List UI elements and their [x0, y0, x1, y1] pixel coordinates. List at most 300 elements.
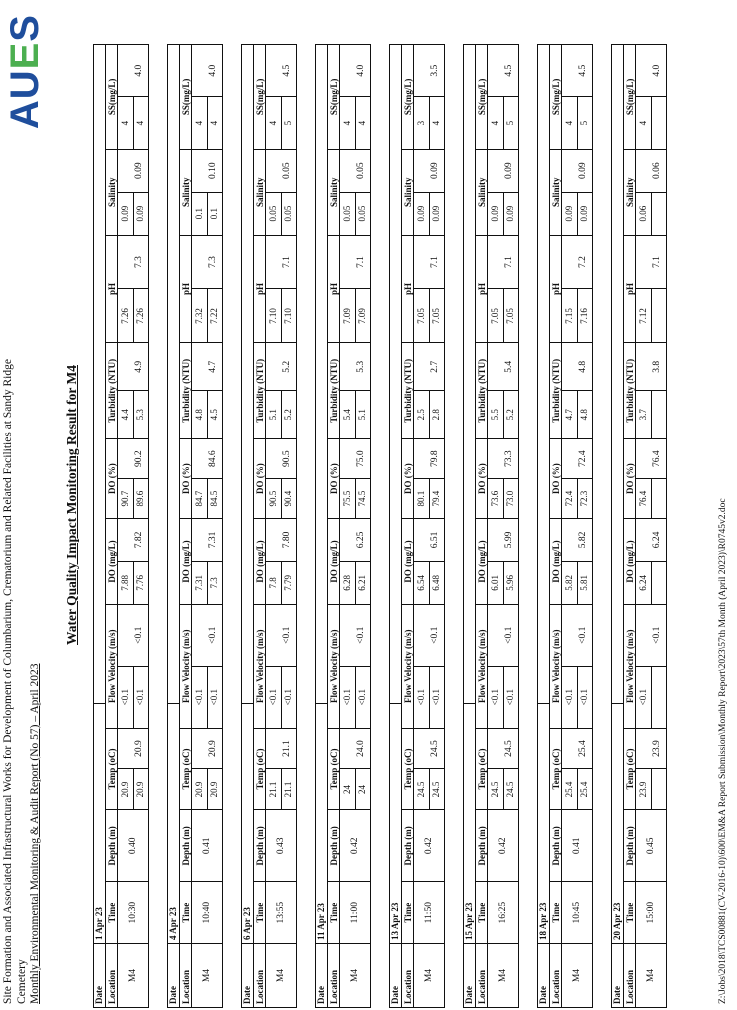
- sal-column: [624, 149, 666, 235]
- do_mg-average: 6.25: [356, 531, 366, 549]
- ss-average: 4.5: [282, 64, 292, 77]
- ss-average: 4.0: [208, 64, 218, 77]
- sal-reading-2: [651, 193, 666, 235]
- temp-reading-1: 21.1: [266, 769, 282, 809]
- ph-header: pH: [402, 236, 414, 343]
- flow-column: [106, 604, 148, 728]
- turb-reading-2: 5.2: [505, 409, 515, 421]
- time-value: 10:40: [202, 901, 212, 924]
- do_pct-reading-1: 72.4: [562, 479, 578, 518]
- do_pct-header: DO (%): [106, 439, 118, 518]
- location-column: [106, 943, 148, 1007]
- date-label: Date: [538, 943, 550, 1007]
- sal-header: Salinity: [476, 150, 488, 235]
- time-value: 11:50: [424, 902, 434, 924]
- flow-header: Flow Velocity (m/s): [328, 605, 340, 728]
- depth-value: 0.41: [202, 837, 212, 855]
- location-header: Location: [328, 944, 340, 1007]
- ph-average: 7.2: [578, 256, 588, 268]
- time-header: Time: [476, 882, 488, 943]
- temp-header: Temp (oC): [254, 729, 266, 810]
- do_pct-column: [402, 438, 444, 518]
- depth-value: 0.42: [350, 837, 360, 855]
- depth-header: Depth (m): [180, 810, 192, 881]
- ss-reading-2: 5: [283, 120, 293, 126]
- temp-column: [624, 728, 666, 810]
- sal-reading-2: 0.05: [357, 205, 367, 222]
- monitoring-table: [389, 44, 445, 1008]
- do_pct-reading-2: 79.4: [431, 490, 441, 507]
- temp-header: Temp (oC): [106, 729, 118, 810]
- date-value: 18 Apr 23: [538, 703, 550, 943]
- ph-reading-1: 7.05: [488, 290, 504, 343]
- turb-reading-2: [651, 391, 666, 438]
- turb-column: [106, 342, 148, 438]
- turb-header: Turbidity (NTU): [550, 343, 562, 438]
- sal-reading-2: 0.09: [135, 205, 145, 222]
- flow-column: [550, 604, 592, 728]
- time-value: 10:30: [128, 901, 138, 924]
- time-header: Time: [180, 882, 192, 943]
- date-value: 15 Apr 23: [464, 703, 476, 943]
- ss-reading-2: 5: [505, 120, 515, 126]
- depth-value: 0.40: [128, 837, 138, 855]
- sal-column: [550, 149, 592, 235]
- depth-column: [180, 809, 222, 881]
- temp-column: [328, 728, 370, 810]
- sal-header: Salinity: [402, 150, 414, 235]
- time-column: [402, 881, 444, 943]
- turb-header: Turbidity (NTU): [106, 343, 118, 438]
- sal-column: [106, 149, 148, 235]
- do_pct-reading-1: 80.1: [414, 479, 430, 518]
- sal-reading-1: 0.1: [192, 193, 208, 235]
- flow-header: Flow Velocity (m/s): [254, 605, 266, 728]
- ss-reading-1: 4: [192, 97, 208, 148]
- sal-reading-2: 0.05: [283, 205, 293, 222]
- turb-reading-1: 5.1: [266, 391, 282, 438]
- time-value: 16:25: [498, 901, 508, 924]
- temp-average: 20.9: [134, 740, 144, 757]
- do_pct-reading-1: 90.5: [266, 479, 282, 518]
- temp-header: Temp (oC): [624, 729, 636, 810]
- ss-reading-1: 4: [118, 97, 134, 148]
- turb-reading-1: 4.7: [562, 391, 578, 438]
- temp-reading-1: 23.9: [636, 769, 652, 809]
- do_mg-average: 5.99: [504, 531, 514, 549]
- time-header: Time: [254, 882, 266, 943]
- date-label: Date: [612, 943, 624, 1007]
- do_pct-average: 75.0: [356, 450, 366, 467]
- turb-column: [180, 342, 222, 438]
- sal-reading-1: 0.06: [636, 193, 652, 235]
- do_mg-reading-2: 6.48: [431, 575, 441, 591]
- ph-average: 7.1: [430, 256, 440, 268]
- ph-reading-1: 7.10: [266, 290, 282, 343]
- depth-column: [254, 809, 296, 881]
- do_mg-reading-2: 7.76: [135, 575, 145, 591]
- sal-column: [476, 149, 518, 235]
- flow-reading-2: <0.1: [283, 688, 293, 706]
- turb-average: 5.2: [282, 360, 292, 373]
- time-header: Time: [624, 882, 636, 943]
- time-value: 11:00: [350, 902, 360, 924]
- depth-header: Depth (m): [402, 810, 414, 881]
- flow-column: [402, 604, 444, 728]
- do_mg-average: 5.82: [578, 531, 588, 549]
- ss-reading-1: 4: [488, 97, 504, 148]
- ss-reading-2: 4: [431, 120, 441, 126]
- flow-reading-1: <0.1: [488, 667, 504, 728]
- sal-column: [254, 149, 296, 235]
- flow-reading-2: [651, 667, 666, 728]
- depth-header: Depth (m): [106, 810, 118, 881]
- do_mg-header: DO (mg/L): [328, 519, 340, 604]
- time-column: [624, 881, 666, 943]
- flow-reading-2: <0.1: [357, 688, 367, 706]
- do_pct-reading-2: 74.5: [357, 490, 367, 507]
- ph-header: pH: [180, 236, 192, 343]
- ss-reading-1: 4: [562, 97, 578, 148]
- ph-reading-2: 7.10: [283, 308, 293, 324]
- do_pct-column: [624, 438, 666, 518]
- turb-reading-1: 4.4: [118, 391, 134, 438]
- depth-header: Depth (m): [476, 810, 488, 881]
- date-label: Date: [94, 943, 106, 1007]
- turb-reading-1: 3.7: [636, 391, 652, 438]
- depth-value: 0.42: [424, 837, 434, 855]
- depth-column: [550, 809, 592, 881]
- sal-average: 0.06: [652, 162, 662, 180]
- do_mg-reading-1: 6.54: [414, 562, 430, 604]
- temp-column: [180, 728, 222, 810]
- time-column: [328, 881, 370, 943]
- temp-reading-2: 20.9: [135, 781, 145, 798]
- do_mg-header: DO (mg/L): [106, 519, 118, 604]
- ph-header: pH: [476, 236, 488, 343]
- ph-reading-2: 7.05: [505, 308, 515, 324]
- sal-header: Salinity: [106, 150, 118, 235]
- time-column: [476, 881, 518, 943]
- temp-reading-1: 24.5: [414, 769, 430, 809]
- temp-reading-2: 20.9: [209, 781, 219, 798]
- do_pct-average: 76.4: [652, 450, 662, 467]
- do_mg-reading-2: 7.3: [209, 577, 219, 589]
- turb-header: Turbidity (NTU): [624, 343, 636, 438]
- turb-header: Turbidity (NTU): [254, 343, 266, 438]
- turb-average: 2.7: [430, 360, 440, 373]
- do_mg-average: 6.24: [652, 531, 662, 549]
- ss-average: 4.5: [504, 64, 514, 77]
- depth-header: Depth (m): [254, 810, 266, 881]
- turb-header: Turbidity (NTU): [476, 343, 488, 438]
- sal-reading-2: 0.09: [579, 205, 589, 222]
- ph-average: 7.1: [652, 256, 662, 268]
- monitoring-table: [315, 44, 371, 1008]
- ph-reading-2: 7.09: [357, 308, 367, 324]
- flow-average: <0.1: [282, 626, 292, 644]
- flow-reading-2: <0.1: [579, 688, 589, 706]
- time-column: [254, 881, 296, 943]
- do_mg-reading-1: 7.31: [192, 562, 208, 604]
- sal-header: Salinity: [624, 150, 636, 235]
- location-column: [624, 943, 666, 1007]
- do_pct-reading-1: 90.7: [118, 479, 134, 518]
- sal-reading-1: 0.09: [562, 193, 578, 235]
- do_mg-column: [328, 518, 370, 604]
- turb-average: 3.8: [652, 360, 662, 373]
- location-header: Location: [476, 944, 488, 1007]
- temp-average: 23.9: [652, 740, 662, 757]
- header-line-3: Monthly Environmental Monitoring & Audit Report (No 57) – April 2023: [29, 663, 41, 1004]
- depth-value: 0.41: [572, 837, 582, 855]
- temp-reading-2: 24.5: [431, 781, 441, 798]
- header-line-1: Site Formation and Associated Infrastructural Works for Development of Columbarium, Crematorium and Related Facilities at Sandy Ridge: [2, 359, 14, 1004]
- do_mg-average: 7.31: [208, 531, 218, 549]
- ss-average: 3.5: [430, 64, 440, 77]
- sal-header: Salinity: [550, 150, 562, 235]
- do_pct-header: DO (%): [254, 439, 266, 518]
- date-label: Date: [316, 943, 328, 1007]
- do_mg-header: DO (mg/L): [624, 519, 636, 604]
- ph-reading-2: 7.16: [579, 308, 589, 324]
- do_mg-column: [624, 518, 666, 604]
- temp-reading-2: [651, 769, 666, 809]
- do_mg-reading-2: 6.21: [357, 575, 367, 591]
- do_pct-column: [328, 438, 370, 518]
- temp-column: [550, 728, 592, 810]
- do_pct-column: [476, 438, 518, 518]
- temp-header: Temp (oC): [402, 729, 414, 810]
- do_pct-reading-2: 73.0: [505, 490, 515, 507]
- ss-reading-2: 4: [135, 120, 145, 126]
- do_mg-reading-2: [651, 562, 666, 604]
- ss-header: SS(mg/L): [180, 45, 192, 149]
- ph-header: pH: [624, 236, 636, 343]
- temp-reading-1: 20.9: [118, 769, 134, 809]
- depth-header: Depth (m): [550, 810, 562, 881]
- location-value: M4: [202, 968, 212, 983]
- turb-average: 4.8: [578, 360, 588, 373]
- do_mg-column: [180, 518, 222, 604]
- ss-header: SS(mg/L): [254, 45, 266, 149]
- do_pct-reading-2: 90.4: [283, 490, 293, 507]
- location-column: [254, 943, 296, 1007]
- date-value: 1 Apr 23: [94, 703, 106, 943]
- ph-average: 7.1: [356, 256, 366, 268]
- flow-reading-1: <0.1: [562, 667, 578, 728]
- temp-reading-2: 24: [357, 784, 367, 794]
- turb-reading-1: 2.5: [414, 391, 430, 438]
- ph-reading-2: 7.26: [135, 308, 145, 324]
- do_pct-reading-2: 89.6: [135, 490, 145, 507]
- location-header: Location: [254, 944, 266, 1007]
- turb-reading-2: 5.1: [357, 409, 367, 421]
- ss-reading-2: [651, 97, 666, 148]
- flow-header: Flow Velocity (m/s): [402, 605, 414, 728]
- temp-reading-1: 24: [340, 769, 356, 809]
- temp-average: 21.1: [282, 740, 292, 757]
- temp-reading-1: 25.4: [562, 769, 578, 809]
- do_pct-column: [180, 438, 222, 518]
- location-header: Location: [180, 944, 192, 1007]
- sal-header: Salinity: [180, 150, 192, 235]
- temp-average: 24.0: [356, 740, 366, 757]
- do_mg-average: 7.80: [282, 531, 292, 549]
- depth-value: 0.45: [646, 837, 656, 855]
- depth-column: [402, 809, 444, 881]
- flow-header: Flow Velocity (m/s): [624, 605, 636, 728]
- turb-reading-1: 4.8: [192, 391, 208, 438]
- turb-header: Turbidity (NTU): [328, 343, 340, 438]
- monitoring-table: [93, 44, 149, 1008]
- page-title: Water Quality Impact Monitoring Result for M4: [64, 365, 79, 645]
- ph-average: 7.3: [208, 256, 218, 268]
- do_mg-reading-1: 6.24: [636, 562, 652, 604]
- turb-reading-2: 5.3: [135, 409, 145, 421]
- temp-average: 24.5: [430, 740, 440, 757]
- ph-average: 7.1: [282, 256, 292, 268]
- do_pct-average: 73.3: [504, 450, 514, 467]
- temp-column: [402, 728, 444, 810]
- sal-header: Salinity: [328, 150, 340, 235]
- turb-reading-2: 5.2: [283, 409, 293, 421]
- do_pct-average: 79.8: [430, 450, 440, 467]
- date-label: Date: [464, 943, 476, 1007]
- ph-column: [254, 235, 296, 343]
- do_mg-header: DO (mg/L): [550, 519, 562, 604]
- temp-reading-1: 24.5: [488, 769, 504, 809]
- ss-reading-1: 4: [340, 97, 356, 148]
- temp-average: 20.9: [208, 740, 218, 757]
- do_mg-column: [402, 518, 444, 604]
- flow-reading-1: <0.1: [636, 667, 652, 728]
- flow-reading-2: <0.1: [209, 688, 219, 706]
- time-header: Time: [550, 882, 562, 943]
- sal-column: [328, 149, 370, 235]
- do_mg-header: DO (mg/L): [180, 519, 192, 604]
- flow-reading-1: <0.1: [118, 667, 134, 728]
- ph-reading-2: 7.05: [431, 308, 441, 324]
- do_pct-reading-2: 72.3: [579, 490, 589, 507]
- flow-column: [624, 604, 666, 728]
- do_mg-reading-2: 7.79: [283, 575, 293, 591]
- ss-header: SS(mg/L): [402, 45, 414, 149]
- do_mg-column: [254, 518, 296, 604]
- do_pct-reading-1: 73.6: [488, 479, 504, 518]
- date-value: 6 Apr 23: [242, 703, 254, 943]
- time-value: 10:45: [572, 901, 582, 924]
- time-header: Time: [402, 882, 414, 943]
- flow-average: <0.1: [504, 626, 514, 644]
- ph-header: pH: [106, 236, 118, 343]
- location-column: [180, 943, 222, 1007]
- do_pct-header: DO (%): [550, 439, 562, 518]
- flow-column: [328, 604, 370, 728]
- do_pct-column: [550, 438, 592, 518]
- temp-average: 25.4: [578, 740, 588, 757]
- ss-column: [476, 45, 518, 149]
- ss-average: 4.0: [356, 64, 366, 77]
- time-column: [106, 881, 148, 943]
- do_pct-reading-2: 84.5: [209, 490, 219, 507]
- flow-header: Flow Velocity (m/s): [180, 605, 192, 728]
- ph-average: 7.3: [134, 256, 144, 268]
- turb-column: [254, 342, 296, 438]
- ph-header: pH: [254, 236, 266, 343]
- depth-column: [476, 809, 518, 881]
- do_pct-column: [254, 438, 296, 518]
- ss-reading-2: 4: [209, 120, 219, 126]
- sal-reading-1: 0.05: [340, 193, 356, 235]
- monitoring-table: [241, 44, 297, 1008]
- depth-column: [106, 809, 148, 881]
- temp-reading-2: 24.5: [505, 781, 515, 798]
- time-value: 15:00: [646, 901, 656, 924]
- ss-reading-1: 4: [266, 97, 282, 148]
- location-column: [328, 943, 370, 1007]
- do_pct-header: DO (%): [476, 439, 488, 518]
- turb-average: 5.3: [356, 360, 366, 373]
- flow-column: [254, 604, 296, 728]
- temp-header: Temp (oC): [550, 729, 562, 810]
- ss-column: [402, 45, 444, 149]
- ph-reading-1: 7.26: [118, 290, 134, 343]
- ph-column: [106, 235, 148, 343]
- do_pct-header: DO (%): [402, 439, 414, 518]
- turb-column: [476, 342, 518, 438]
- ss-column: [254, 45, 296, 149]
- do_pct-average: 72.4: [578, 450, 588, 467]
- ss-reading-2: 4: [357, 120, 367, 126]
- sal-column: [180, 149, 222, 235]
- turb-reading-1: 5.5: [488, 391, 504, 438]
- location-value: M4: [128, 968, 138, 983]
- temp-header: Temp (oC): [328, 729, 340, 810]
- do_pct-reading-1: 84.7: [192, 479, 208, 518]
- do_mg-reading-1: 6.01: [488, 562, 504, 604]
- flow-average: <0.1: [578, 626, 588, 644]
- do_pct-reading-2: [651, 479, 666, 518]
- turb-reading-2: 4.8: [579, 409, 589, 421]
- monitoring-table: [537, 44, 593, 1008]
- location-header: Location: [624, 944, 636, 1007]
- sal-reading-1: 0.05: [266, 193, 282, 235]
- depth-value: 0.43: [276, 837, 286, 855]
- ph-column: [402, 235, 444, 343]
- depth-column: [624, 809, 666, 881]
- depth-header: Depth (m): [328, 810, 340, 881]
- date-value: 13 Apr 23: [390, 703, 402, 943]
- sal-average: 0.05: [282, 162, 292, 180]
- sal-reading-2: 0.09: [505, 205, 515, 222]
- ss-header: SS(mg/L): [476, 45, 488, 149]
- ph-reading-2: [651, 290, 666, 343]
- ss-header: SS(mg/L): [106, 45, 118, 149]
- depth-column: [328, 809, 370, 881]
- ph-column: [328, 235, 370, 343]
- location-header: Location: [402, 944, 414, 1007]
- flow-header: Flow Velocity (m/s): [476, 605, 488, 728]
- ss-average: 4.5: [578, 64, 588, 77]
- flow-header: Flow Velocity (m/s): [106, 605, 118, 728]
- flow-average: <0.1: [652, 626, 662, 644]
- flow-reading-1: <0.1: [340, 667, 356, 728]
- date-value: 11 Apr 23: [316, 703, 328, 943]
- sal-average: 0.05: [356, 162, 366, 180]
- do_pct-header: DO (%): [180, 439, 192, 518]
- aues-logo: AUES: [3, 14, 47, 130]
